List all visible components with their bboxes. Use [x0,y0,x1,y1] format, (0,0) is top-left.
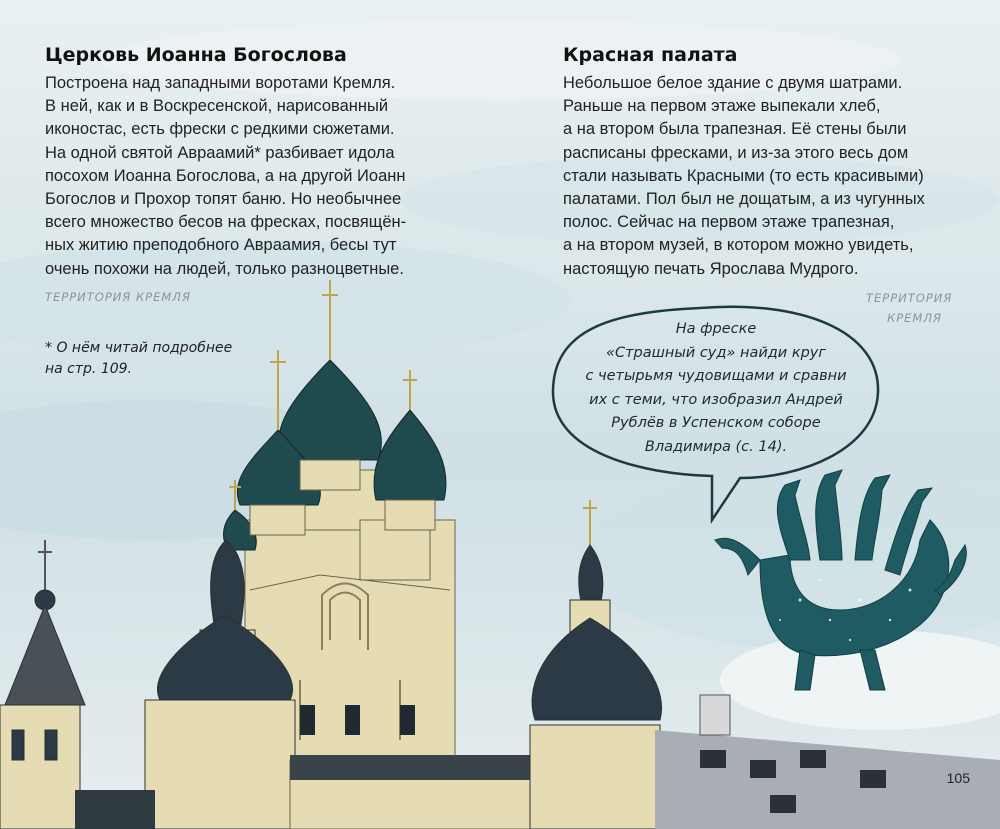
left-line: Богослов и Прохор топят баню. Но необычнее [45,190,402,209]
right-line: Раньше на первом этаже выпекали хлеб, [563,97,881,116]
gate-tower-right [530,545,662,829]
right-title: Красная палата [563,44,738,66]
left-location-tag: ТЕРРИТОРИЯ КРЕМЛЯ [45,290,191,304]
bubble-line: «Страшный суд» найди круг [606,344,826,361]
footnote-line: * О нём читай подробнее [45,340,233,356]
left-line: В ней, как и в Воскресенской, нарисованный [45,97,389,116]
right-line: а на втором была трапезная. Её стены были [563,120,907,139]
bubble-line: На фреске [675,321,757,337]
right-line: полос. Сейчас на первом этаже трапезная, [563,213,895,232]
small-tower [0,540,85,829]
left-line: очень похожи на людей, только разноцветные. [45,259,404,278]
right-line: стали называть Красными (то есть красивыми) [563,166,924,185]
palace-roof [655,695,1000,829]
left-line: На одной святой Авраамий* разбивает идола [45,143,395,162]
right-line: а на втором музей, в котором можно увидеть, [563,236,914,255]
speech-bubble-text [566,318,866,459]
footnote-line: на стр. 109. [45,361,132,377]
right-tag-line: КРЕМЛЯ [887,311,942,325]
bubble-line: с четырьмя чудовищами и сравни [585,368,847,384]
left-line: ных житию преподобного Авраамия, бесы тут [45,236,397,255]
monster-illustration [715,470,966,690]
left-title: Церковь Иоанна Богослова [45,44,347,66]
right-line: настоящую печать Ярослава Мудрого. [563,259,859,278]
bubble-line: Владимира (с. 14). [644,438,788,455]
left-line: всего множество бесов на фресках, посвящён- [45,213,407,232]
right-tag-line: ТЕРРИТОРИЯ [866,291,953,305]
left-line: Построена над западными воротами Кремля. [45,74,396,92]
left-line: иконостас, есть фрески с редкими сюжетами. [45,120,395,139]
left-line: посохом Иоанна Богослова, а на другой Иоанн [45,166,406,185]
bubble-line: Рублёв в Успенском соборе [611,415,821,431]
right-line: расписаны фресками, и из-за этого весь дом [563,143,909,162]
bubble-line: их с теми, что изобразил Андрей [589,391,843,408]
page-number: 105 [946,770,970,786]
right-line: Небольшое белое здание с двумя шатрами. [563,74,903,92]
right-line: палатами. Пол был не дощатым, а из чугунных [563,190,925,209]
